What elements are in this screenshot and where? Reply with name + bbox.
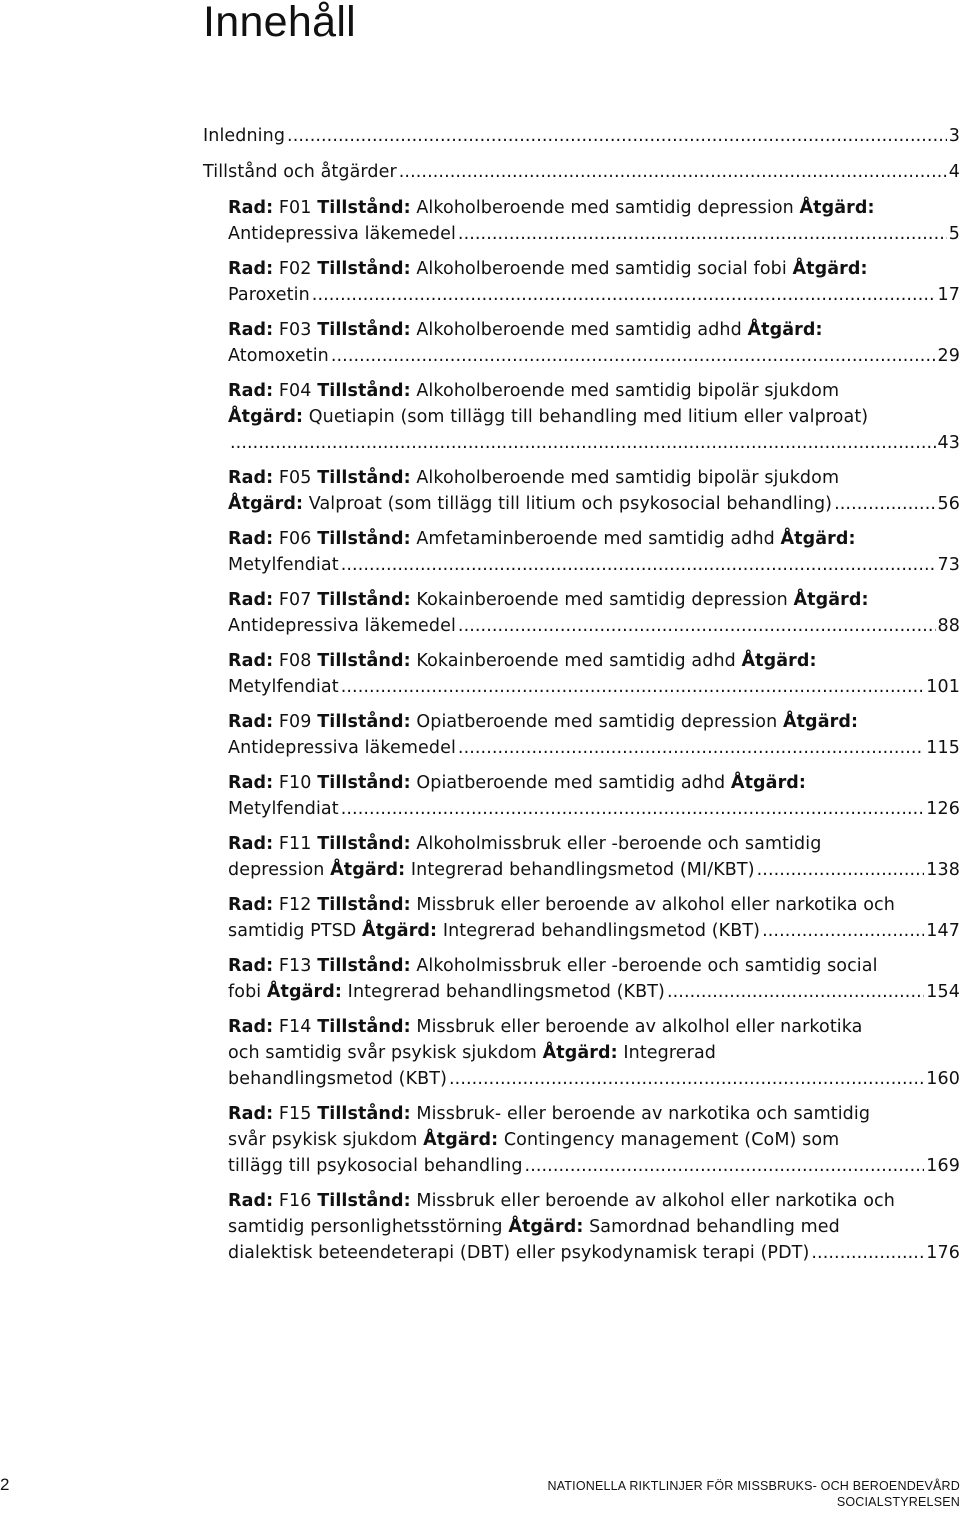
toc-entry-last-line	[228, 552, 960, 578]
toc-entry-title: Tillstånd och åtgärder	[203, 162, 397, 182]
toc-entry[interactable]	[228, 465, 960, 517]
toc-entry[interactable]	[228, 709, 960, 761]
toc-entry-text-line: Rad: F06 Tillstånd: Amfetaminberoende med samtidig adhd Åtgärd:	[228, 529, 856, 549]
toc-entry[interactable]	[203, 123, 960, 149]
dot-leader	[399, 159, 947, 185]
toc-entry[interactable]	[228, 378, 960, 456]
toc-entry-last-line	[228, 918, 960, 944]
toc-entry[interactable]	[228, 770, 960, 822]
toc-entry-text-line: Rad: F09 Tillstånd: Opiatberoende med samtidig depression Åtgärd:	[228, 712, 859, 732]
footer-publication-title: NATIONELLA RIKTLINJER FÖR MISSBRUKS- OCH BEROENDEVÅRD	[547, 1479, 960, 1493]
toc-page-number: 29	[937, 346, 960, 366]
toc-page-number: 126	[926, 799, 960, 819]
toc-entry-title: fobi Åtgärd: Integrerad behandlingsmetod (KBT)	[228, 982, 665, 1002]
toc-entry-text-line: Rad: F05 Tillstånd: Alkoholberoende med samtidig bipolär sjukdom	[228, 468, 840, 488]
toc-entry-text-line: svår psykisk sjukdom Åtgärd: Contingency management (CoM) som	[228, 1130, 840, 1150]
toc-entry-last-line	[228, 674, 960, 700]
toc-entry-last-line	[228, 979, 960, 1005]
toc-entry-last-line	[228, 430, 960, 456]
dot-leader	[341, 674, 925, 700]
dot-leader	[834, 491, 935, 517]
toc-entry-last-line	[228, 491, 960, 517]
toc-page-number: 5	[948, 224, 960, 244]
toc-entry-title: behandlingsmetod (KBT)	[228, 1069, 448, 1089]
toc-entry-title: Atomoxetin	[228, 346, 329, 366]
toc-entry-title: tillägg till psykosocial behandling	[228, 1156, 523, 1176]
toc-entry-last-line	[228, 282, 960, 308]
toc-entry-title: Antidepressiva läkemedel	[228, 738, 456, 758]
toc-entry-text-line: Rad: F12 Tillstånd: Missbruk eller beroende av alkohol eller narkotika och	[228, 895, 895, 915]
toc-entry[interactable]	[228, 892, 960, 944]
toc-entry[interactable]	[228, 1101, 960, 1179]
toc-entry-last-line	[228, 613, 960, 639]
toc-entry-title: samtidig PTSD Åtgärd: Integrerad behandlingsmetod (KBT)	[228, 921, 761, 941]
toc-entry-text-line: Rad: F07 Tillstånd: Kokainberoende med samtidig depression Åtgärd:	[228, 590, 869, 610]
toc-entry-title: Antidepressiva läkemedel	[228, 616, 456, 636]
dot-leader	[458, 613, 936, 639]
toc-entry-text-line: Rad: F03 Tillstånd: Alkoholberoende med samtidig adhd Åtgärd:	[228, 320, 823, 340]
dot-leader	[458, 735, 924, 761]
toc-entry[interactable]	[228, 256, 960, 308]
dot-leader	[312, 282, 936, 308]
toc-page-number: 88	[937, 616, 960, 636]
toc-entry-title: Inledning	[203, 126, 286, 146]
toc-entry-last-line	[228, 796, 960, 822]
toc-page-number: 101	[926, 677, 960, 697]
dot-leader	[525, 1153, 925, 1179]
toc-page-number: 176	[926, 1243, 960, 1263]
toc-entry-title: Metylfendiat	[228, 677, 339, 697]
toc-page-number: 73	[937, 555, 960, 575]
toc-page-number: 56	[937, 494, 960, 514]
toc-page-number: 43	[937, 433, 960, 453]
toc-entry-title: dialektisk beteendeterapi (DBT) eller psykodynamisk terapi (PDT)	[228, 1243, 810, 1263]
toc-entry[interactable]	[228, 317, 960, 369]
toc-entry[interactable]	[228, 1014, 960, 1092]
toc-page-number: 17	[937, 285, 960, 305]
toc-page-number: 4	[948, 162, 960, 182]
toc-entry[interactable]	[228, 648, 960, 700]
toc-entry-last-line	[228, 735, 960, 761]
dot-leader	[757, 857, 925, 883]
table-of-contents	[203, 123, 960, 1275]
toc-entry-last-line	[228, 221, 960, 247]
toc-entry-title: Paroxetin	[228, 285, 310, 305]
toc-entry-text-line: Rad: F15 Tillstånd: Missbruk- eller beroende av narkotika och samtidig	[228, 1104, 871, 1124]
dot-leader	[341, 796, 925, 822]
toc-entry-title: Metylfendiat	[228, 555, 339, 575]
toc-page-number: 115	[926, 738, 960, 758]
toc-page-number: 154	[926, 982, 960, 1002]
toc-entry-text-line: Rad: F14 Tillstånd: Missbruk eller beroende av alkolhol eller narkotika	[228, 1017, 863, 1037]
toc-entry-last-line	[228, 1240, 960, 1266]
toc-entry-last-line	[228, 1066, 960, 1092]
dot-leader	[341, 552, 936, 578]
toc-entry-last-line	[228, 343, 960, 369]
toc-entry[interactable]	[228, 526, 960, 578]
dot-leader	[331, 343, 936, 369]
toc-entry-text-line: Rad: F01 Tillstånd: Alkoholberoende med samtidig depression Åtgärd:	[228, 198, 875, 218]
toc-entry-title: depression Åtgärd: Integrerad behandlingsmetod (MI/KBT)	[228, 860, 755, 880]
toc-entry-text-line: Rad: F11 Tillstånd: Alkoholmissbruk eller -beroende och samtidig	[228, 834, 822, 854]
toc-entry[interactable]	[203, 159, 960, 185]
dot-leader	[230, 430, 936, 456]
toc-page-number: 138	[926, 860, 960, 880]
toc-entry-title: Metylfendiat	[228, 799, 339, 819]
dot-leader	[667, 979, 924, 1005]
toc-entry-text-line: Åtgärd: Quetiapin (som tillägg till behandling med litium eller valproat)	[228, 407, 869, 427]
toc-entry-text-line: Rad: F08 Tillstånd: Kokainberoende med samtidig adhd Åtgärd:	[228, 651, 817, 671]
toc-page-number: 147	[926, 921, 960, 941]
toc-entry[interactable]	[228, 831, 960, 883]
toc-entry-last-line	[203, 123, 960, 149]
dot-leader	[762, 918, 924, 944]
dot-leader	[449, 1066, 924, 1092]
toc-entry-text-line: Rad: F13 Tillstånd: Alkoholmissbruk eller -beroende och samtidig social	[228, 956, 878, 976]
toc-entry-text-line: Rad: F16 Tillstånd: Missbruk eller beroende av alkohol eller narkotika och	[228, 1191, 895, 1211]
toc-page-number: 3	[948, 126, 960, 146]
toc-entry-last-line	[203, 159, 960, 185]
toc-page-number: 160	[926, 1069, 960, 1089]
toc-entry[interactable]	[228, 953, 960, 1005]
dot-leader	[287, 123, 947, 149]
toc-entry[interactable]	[228, 587, 960, 639]
toc-entry-text-line: Rad: F04 Tillstånd: Alkoholberoende med samtidig bipolär sjukdom	[228, 381, 840, 401]
dot-leader	[811, 1240, 924, 1266]
toc-entry-text-line: samtidig personlighetsstörning Åtgärd: Samordnad behandling med	[228, 1217, 840, 1237]
page-number: 2	[0, 1475, 10, 1494]
toc-page-number: 169	[926, 1156, 960, 1176]
toc-entry-text-line: Rad: F10 Tillstånd: Opiatberoende med samtidig adhd Åtgärd:	[228, 773, 807, 793]
page-title: Innehåll	[203, 0, 357, 46]
footer-publisher: SOCIALSTYRELSEN	[836, 1495, 960, 1509]
toc-entry-title: Åtgärd: Valproat (som tillägg till litium och psykosocial behandling)	[228, 494, 833, 514]
running-footer	[547, 1478, 960, 1510]
dot-leader	[458, 221, 947, 247]
toc-entry-text-line: och samtidig svår psykisk sjukdom Åtgärd: Integrerad	[228, 1043, 716, 1063]
toc-entry[interactable]	[228, 1188, 960, 1266]
toc-entry-last-line	[228, 1153, 960, 1179]
toc-entry-last-line	[228, 857, 960, 883]
toc-entry-text-line: Rad: F02 Tillstånd: Alkoholberoende med samtidig social fobi Åtgärd:	[228, 259, 868, 279]
toc-entry[interactable]	[228, 195, 960, 247]
toc-entry-title: Antidepressiva läkemedel	[228, 224, 456, 244]
